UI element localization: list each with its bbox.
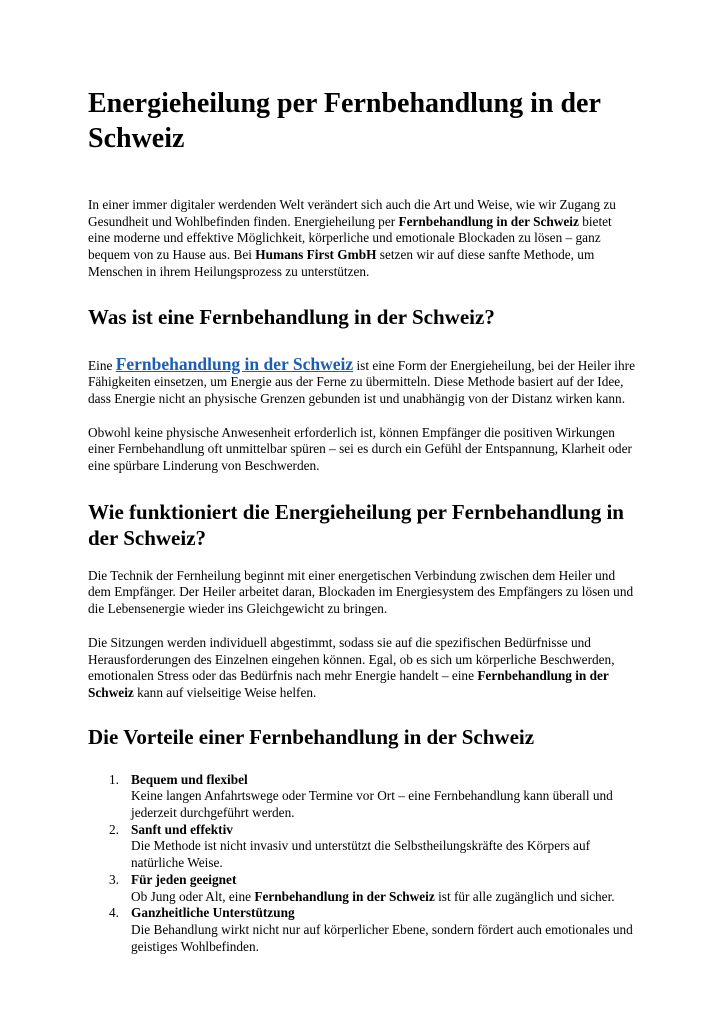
section2-bold: Fernbehandlung in der Schweiz	[88, 668, 609, 700]
fernbehandlung-link[interactable]: Fernbehandlung in der Schweiz	[115, 353, 354, 374]
section2-text-after: kann auf vielseitige Weise helfen.	[133, 684, 317, 700]
list-item-bold: Fernbehandlung in der Schweiz	[254, 888, 435, 904]
list-item-number: 4.	[109, 905, 119, 921]
list-item-title: Für jeden geeignet	[131, 871, 237, 887]
list-item-number: 1.	[109, 771, 119, 787]
company-name: Humans First GmbH	[255, 247, 377, 263]
intro-paragraph	[88, 197, 636, 281]
list-item-text: Keine langen Anfahrtswege oder Termine vor Ort – eine Fernbehandlung kann überall und jederzeit durchgeführt werden.	[131, 788, 613, 821]
list-item-text-after: ist für alle zugänglich und sicher.	[434, 888, 615, 904]
list-item-title: Ganzheitliche Unterstützung	[131, 905, 295, 921]
intro-text-3: setzen wir auf diese sanfte Methode, um Menschen in ihrem Heilungsprozess zu unterstützen.	[88, 247, 595, 279]
benefits-list	[88, 772, 636, 956]
list-item	[88, 905, 636, 955]
list-item-text: Die Behandlung wirkt nicht nur auf körperlicher Ebene, sondern fördert auch emotionales und geistiges Wohlbefinden.	[131, 921, 633, 954]
list-item	[88, 872, 636, 905]
list-item-number: 3.	[109, 871, 119, 887]
section-heading-how-it-works: Wie funktioniert die Energieheilung per Fernbehandlung in der Schweiz?	[88, 499, 624, 550]
intro-bold-1: Fernbehandlung in der Schweiz	[398, 213, 579, 229]
list-item-title: Bequem und flexibel	[131, 771, 248, 787]
list-item-text-before: Ob Jung oder Alt, eine	[131, 888, 255, 904]
section1-paragraph-1	[88, 353, 636, 408]
section1-text-before: Eine	[88, 357, 116, 373]
intro-text-1: In einer immer digitaler werdenden Welt verändert sich auch die Art und Weise, wie wir Zugang zu Gesundheit und Wohlbefinden finden. Energieheilung per	[88, 197, 616, 229]
section2-paragraph-1: Die Technik der Fernheilung beginnt mit einer energetischen Verbindung zwischen dem Heiler und dem Empfänger. Der Heiler arbeitet daran, Blockaden im Energiesystem des Empfängers zu lösen und die Lebensenergie wieder ins Gleichgewicht zu bringen.	[88, 567, 634, 617]
document-content	[88, 86, 636, 955]
list-item	[88, 772, 636, 822]
list-item	[88, 822, 636, 872]
section1-paragraph-2: Obwohl keine physische Anwesenheit erforderlich ist, können Empfänger die positiven Wirkungen einer Fernbehandlung oft unmittelbar spüren – sei es durch ein Gefühl der Entspannung, Klarheit oder eine spürbare Linderung von Beschwerden.	[88, 424, 632, 474]
list-item-number: 2.	[109, 821, 119, 837]
section-heading-what-is: Was ist eine Fernbehandlung in der Schweiz?	[88, 304, 495, 329]
section2-text: Die Sitzungen werden individuell abgestimmt, sodass sie auf die spezifischen Bedürfnisse und Herausforderungen des Einzelnen eingehen können. Egal, ob es sich um körperliche Beschwerden, emotionalen Stress oder das Bedürfnis nach mehr Energie handelt – eine	[88, 634, 615, 684]
section1-text-after: ist eine Form der Energieheilung, bei der Heiler ihre Fähigkeiten einsetzen, um Energie aus der Ferne zu übermitteln. Diese Methode basiert auf der Idee, dass Energie nicht an physische Grenzen gebunden ist und unabhängig von der Distanz wirken kann.	[88, 357, 635, 406]
intro-text-2: bietet eine moderne und effektive Möglichkeit, körperliche und emotionale Blockaden zu lösen – ganz bequem von zu Hause aus. Bei	[88, 213, 612, 263]
section-heading-benefits: Die Vorteile einer Fernbehandlung in der Schweiz	[88, 724, 535, 749]
document-title: Energieheilung per Fernbehandlung in der Schweiz	[88, 88, 601, 154]
list-item-text: Die Methode ist nicht invasiv und unterstützt die Selbstheilungskräfte des Körpers auf natürliche Weise.	[131, 838, 591, 871]
section2-paragraph-2	[88, 635, 636, 702]
list-item-title: Sanft und effektiv	[131, 821, 233, 837]
list-item-text	[131, 889, 636, 906]
